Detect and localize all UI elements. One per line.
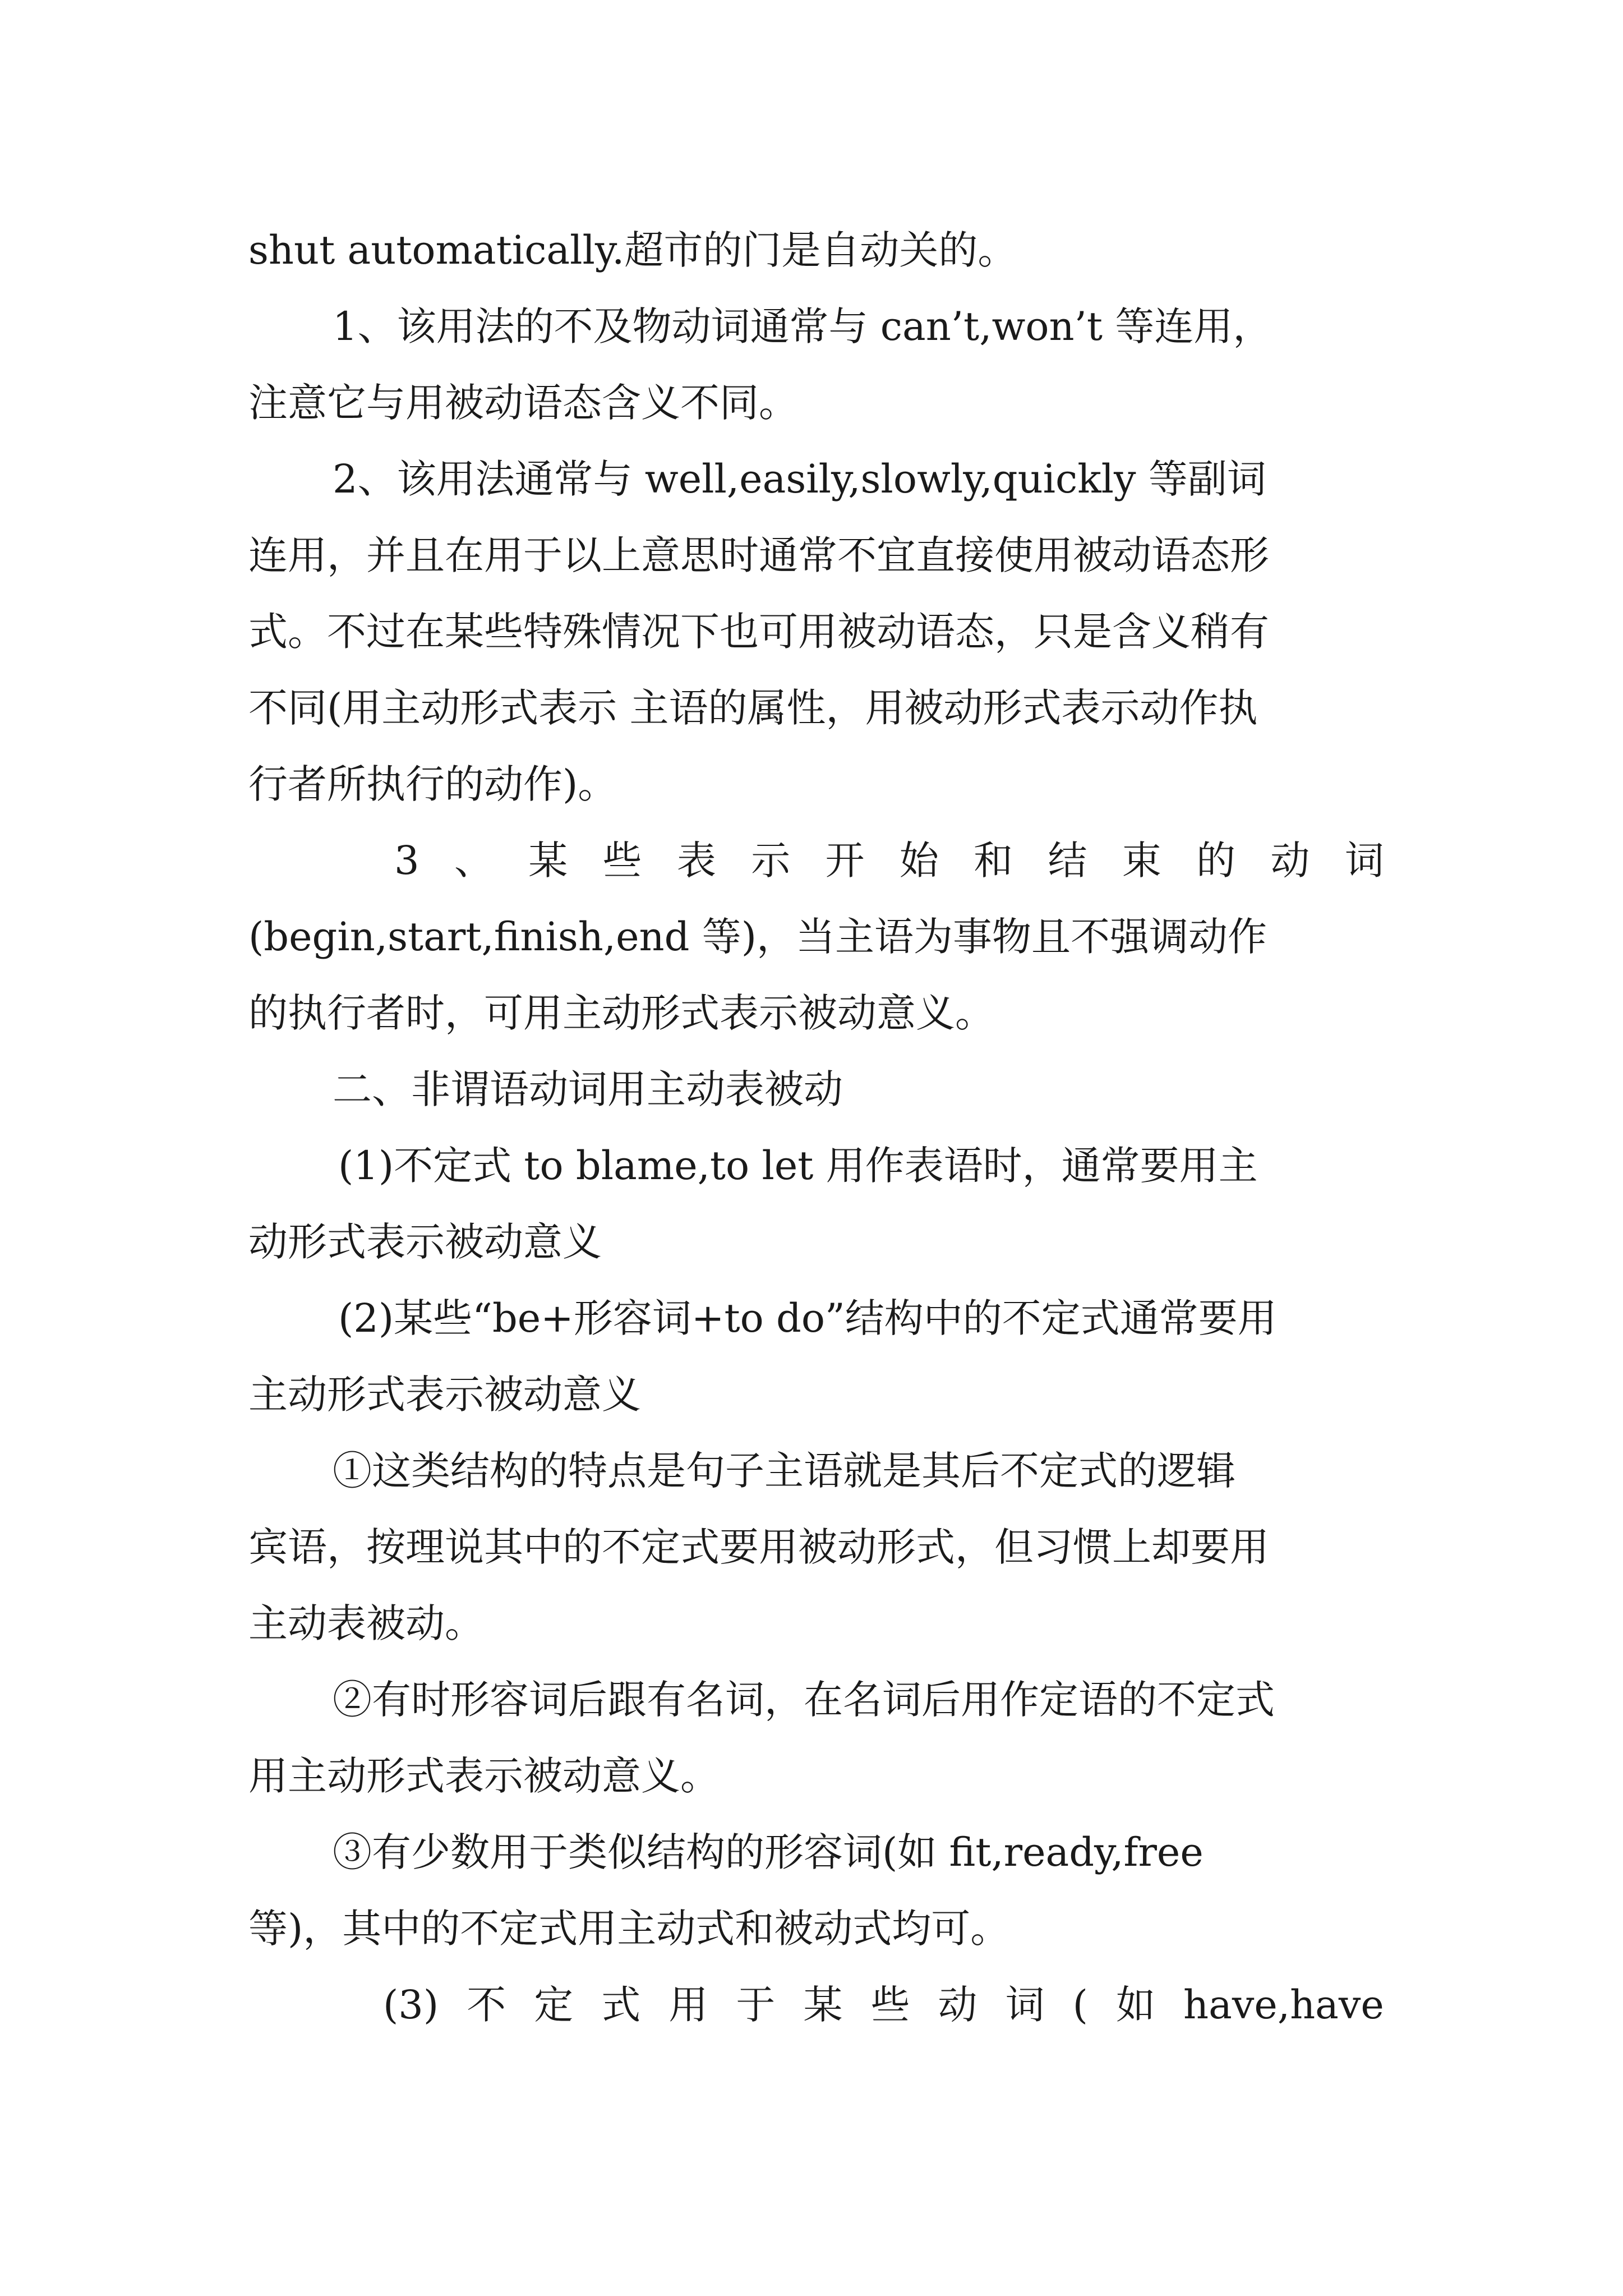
word: 某 (803, 1982, 843, 2028)
word: 某 (528, 838, 568, 884)
paragraph (248, 212, 1384, 288)
text-line: 主动形式表示被动意义 (248, 1372, 641, 1418)
justified-line (248, 822, 1384, 899)
word: (3) (383, 1982, 439, 2028)
text-line: 等)，其中的不定式用主动式和被动式均可。 (248, 1906, 1010, 1952)
word: 不 (467, 1982, 506, 2028)
paragraph (248, 822, 1384, 1051)
section-heading: 二、非谓语动词用主动表被动 (333, 1066, 843, 1112)
word: 和 (974, 838, 1013, 884)
paragraph (248, 1051, 1384, 1128)
word: 表 (676, 838, 716, 884)
text-line: 连用，并且在用于以上意思时通常不宜直接使用被动语态形 (248, 532, 1269, 578)
paragraph (248, 1433, 1384, 1662)
word: 动 (1270, 838, 1310, 884)
text-line: 式。不过在某些特殊情况下也可用被动语态，只是含义稍有 (248, 609, 1269, 655)
word: 的 (1196, 838, 1236, 884)
word: 如 (1115, 1982, 1155, 2028)
word: 示 (751, 838, 791, 884)
word: 于 (736, 1982, 776, 2028)
text-line: 1、该用法的不及物动词通常与 can’t,won’t 等连用， (333, 303, 1272, 349)
word: 3 (394, 838, 419, 884)
word: have,have (1183, 1982, 1384, 2028)
text-line: ③有少数用于类似结构的形容词(如 fit,ready,free (333, 1829, 1204, 1875)
word: 词 (1005, 1982, 1045, 2028)
word: 定 (534, 1982, 574, 2028)
text-line: 用主动形式表示被动意义。 (248, 1753, 720, 1799)
text-line: 2、该用法通常与 well,easily,slowly,quickly 等副词 (333, 456, 1266, 502)
word: 些 (602, 838, 642, 884)
text-line: 的执行者时，可用主动形式表示被动意义。 (248, 990, 994, 1036)
paragraph (248, 1967, 1384, 2043)
word: ( (1072, 1982, 1088, 2028)
word: 些 (870, 1982, 910, 2028)
paragraph (248, 1814, 1384, 1967)
word: 始 (899, 838, 939, 884)
text-line: 不同(用主动形式表示 主语的属性，用被动形式表示动作执 (248, 685, 1258, 731)
text-line: shut automatically.超市的门是自动关的。 (248, 227, 1017, 273)
word: 、 (454, 838, 494, 884)
word: 式 (601, 1982, 641, 2028)
word: 用 (668, 1982, 708, 2028)
word: 开 (825, 838, 865, 884)
paragraph (248, 1128, 1384, 1280)
paragraph (248, 1662, 1384, 1814)
text-line: 宾语，按理说其中的不定式要用被动形式，但习惯上却要用 (248, 1524, 1269, 1570)
text-line: 行者所执行的动作)。 (248, 761, 617, 807)
text-line: 动形式表示被动意义 (248, 1219, 602, 1265)
text-line: 主动表被动。 (248, 1600, 484, 1646)
paragraph (248, 441, 1384, 822)
text-line: ②有时形容词后跟有名词，在名词后用作定语的不定式 (333, 1677, 1275, 1723)
text-line: (1)不定式 to blame,to let 用作表语时，通常要用主 (338, 1143, 1258, 1189)
word: 动 (938, 1982, 978, 2028)
word: 结 (1048, 838, 1087, 884)
justified-line (248, 1967, 1384, 2043)
paragraph (248, 1280, 1384, 1433)
word: 词 (1344, 838, 1384, 884)
word: 束 (1122, 838, 1161, 884)
text-line: (begin,start,finish,end 等)，当主语为事物且不强调动作 (248, 914, 1267, 960)
text-line: ①这类结构的特点是句子主语就是其后不定式的逻辑 (333, 1448, 1235, 1494)
paragraph (248, 288, 1384, 441)
text-line: (2)某些“be+形容词+to do”结构中的不定式通常要用 (338, 1295, 1277, 1341)
text-line: 注意它与用被动语态含义不同。 (248, 380, 798, 426)
